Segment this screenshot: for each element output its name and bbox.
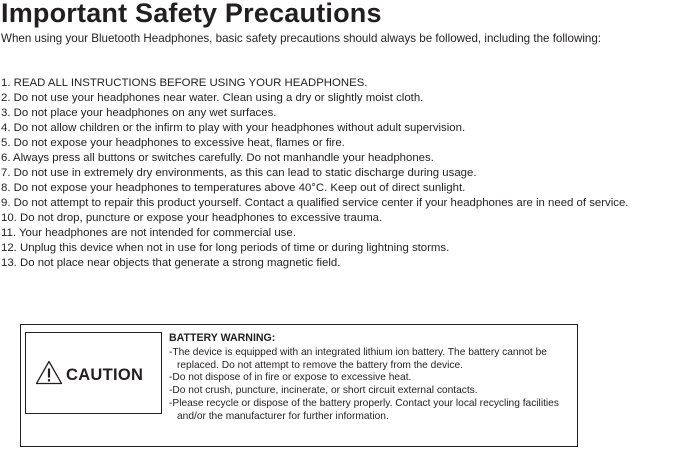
battery-warning-heading: BATTERY WARNING: <box>169 332 276 344</box>
battery-warning-item: -Please recycle or dispose of the battery properly. Contact your local recycling facilities and/or the manufacturer for further information. <box>169 397 559 422</box>
battery-warning-item: -Do not dispose of in fire or expose to excessive heat. <box>169 372 412 384</box>
warning-triangle-icon <box>35 360 63 385</box>
battery-warning-item: -The device is equipped with an integrated lithium ion battery. The battery cannot be replaced. Do not attempt to remove the battery from the device. <box>169 347 547 371</box>
page-title: Important Safety Precautions <box>1 0 382 28</box>
precaution-item: 3. Do not place your headphones on any wet surfaces. <box>1 107 277 119</box>
precaution-item: 11. Your headphones are not intended for commercial use. <box>1 227 296 239</box>
precaution-item: 7. Do not use in extremely dry environments, as this can lead to static discharge during usage. <box>1 167 477 179</box>
precaution-item: 9. Do not attempt to repair this product yourself. Contact a qualified service center if your headphones are in need of service. <box>1 197 629 209</box>
precaution-item: 12. Unplug this device when not in use for long periods of time or during lightning storms. <box>1 242 450 254</box>
caution-label-box <box>25 332 162 414</box>
precautions-list <box>1 76 677 271</box>
caution-label: CAUTION <box>66 366 144 384</box>
precaution-item: 2. Do not use your headphones near water. Clean using a dry or slightly moist cloth. <box>1 92 424 104</box>
battery-warning-item: -Do not crush, puncture, incinerate, or short circuit external contacts. <box>169 385 478 397</box>
intro-paragraph: When using your Bluetooth Headphones, basic safety precautions should always be followed, including the following: <box>1 32 602 45</box>
precaution-item: 4. Do not allow children or the infirm to play with your headphones without adult supervision. <box>1 122 466 134</box>
precaution-item: 10. Do not drop, puncture or expose your headphones to excessive trauma. <box>1 212 383 224</box>
precaution-item: 6. Always press all buttons or switches carefully. Do not manhandle your headphones. <box>1 152 434 164</box>
precaution-item: 5. Do not expose your headphones to excessive heat, flames or fire. <box>1 137 345 149</box>
precaution-item: 13. Do not place near objects that generate a strong magnetic field. <box>1 257 341 269</box>
battery-warning-box <box>20 324 578 447</box>
precaution-item: 8. Do not expose your headphones to temperatures above 40°C. Keep out of direct sunlight. <box>1 182 466 194</box>
battery-warning-list <box>169 347 569 423</box>
precaution-item: 1. READ ALL INSTRUCTIONS BEFORE USING YOUR HEADPHONES. <box>1 77 368 89</box>
